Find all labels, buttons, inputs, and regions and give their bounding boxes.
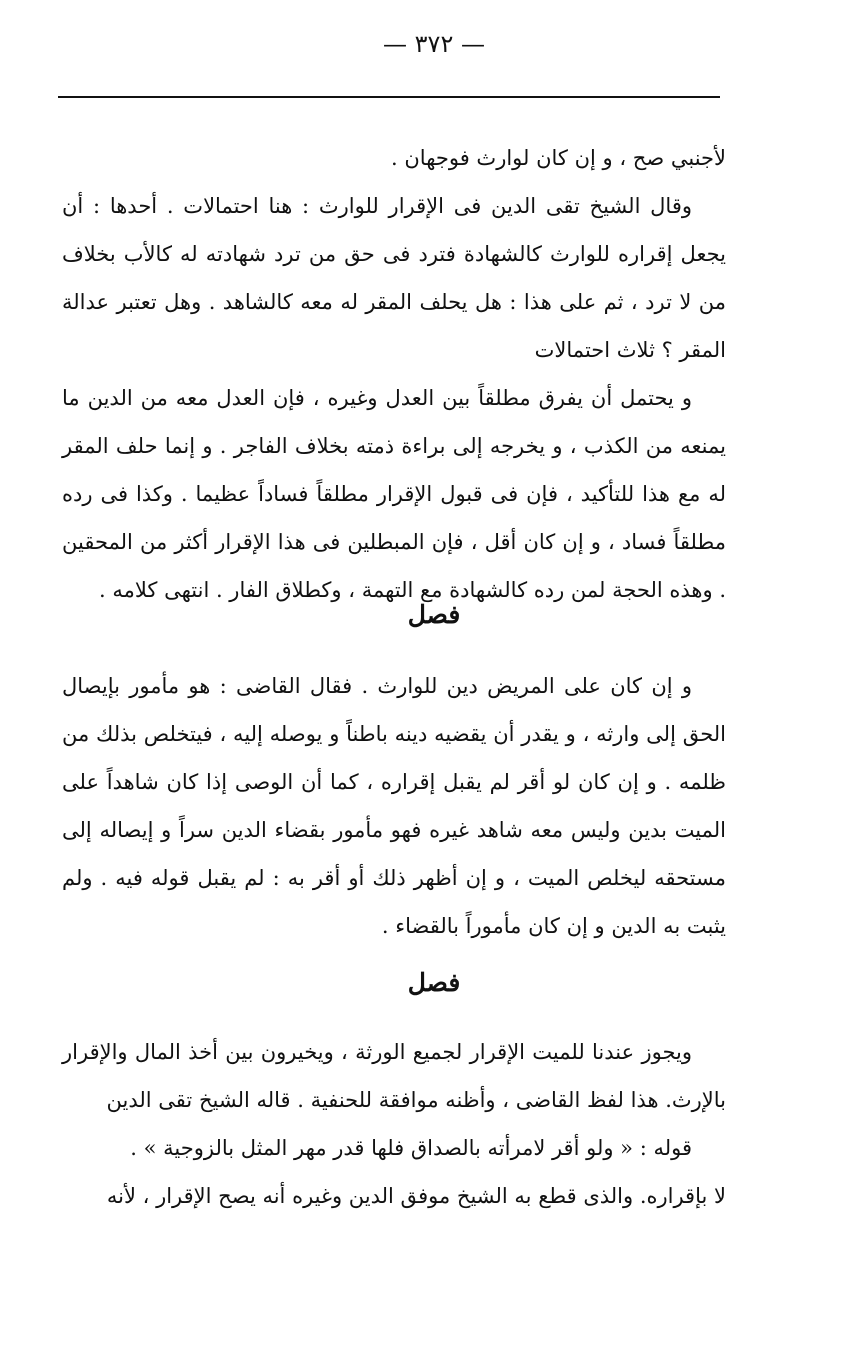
- section-heading: فصل: [407, 968, 461, 997]
- header-rule: [58, 96, 720, 98]
- text-block-1: [62, 134, 726, 614]
- paragraph: و يحتمل أن يفرق مطلقاً بين العدل وغيره ، فإن العدل معه من الدين ما يمنعه من الكذب ، و يخرجه إلى براءة ذمته بخلاف الفاجر . و إنما حلف المقر له مع هذا للتأكيد ، فإن فى قبول الإقرار مطلقاً فساداً عظيما . وكذا فى رده مطلقاً فساد ، و إن كان أقل ، فإن المبطلين فى هذا الإقرار أكثر من المحقين . وهذه الحجة لمن رده كالشهادة مع التهمة ، وكطلاق الفار . انتهى كلامه .: [62, 386, 726, 602]
- quoted-line: قوله : « ولو أقر لامرأته بالصداق فلها قدر مهر المثل بالزوجية » .: [130, 1136, 692, 1160]
- page-number: — ٣٧٢ —: [383, 30, 485, 58]
- paragraph: لا بإقراره. والذى قطع به الشيخ موفق الدين وغيره أنه يصح الإقرار ، لأنه: [106, 1184, 726, 1208]
- paragraph: لأجنبي صح ، و إن كان لوارث فوجهان .: [391, 146, 726, 170]
- paragraph: ويجوز عندنا للميت الإقرار لجميع الورثة ، ويخيرون بين أخذ المال والإقرار بالإرث. هذا لفظ القاضى ، وأظنه موافقة للحنفية . قاله الشيخ تقى الدين: [62, 1040, 726, 1112]
- paragraph: وقال الشيخ تقى الدين فى الإقرار للوارث : هنا احتمالات . أحدها : أن يجعل إقراره للوارث كالشهادة فترد فى حق من ترد شهادته له كالأب بخلاف من لا ترد ، ثم على هذا : هل يحلف المقر له معه كالشاهد . وهل تعتبر عدالة المقر ؟ ثلاث احتمالات: [62, 194, 726, 362]
- text-block-2: [62, 662, 726, 950]
- text-block-3: [62, 1028, 726, 1220]
- section-heading: فصل: [407, 600, 461, 629]
- paragraph: و إن كان على المريض دين للوارث . فقال القاضى : هو مأمور بإيصال الحق إلى وارثه ، و يقدر أن يقضيه دينه باطناً و يوصله إليه ، فيتخلص بذلك من ظلمه . و إن كان لو أقر لم يقبل إقراره ، كما أن الوصى إذا كان شاهداً على الميت بدين وليس معه شاهد غيره فهو مأمور بقضاء الدين سراً و إيصاله إلى مستحقه ليخلص الميت ، و إن أظهر ذلك أو أقر به : لم يقبل قوله فيه . ولم يثبت به الدين و إن كان مأموراً بالقضاء .: [62, 674, 726, 938]
